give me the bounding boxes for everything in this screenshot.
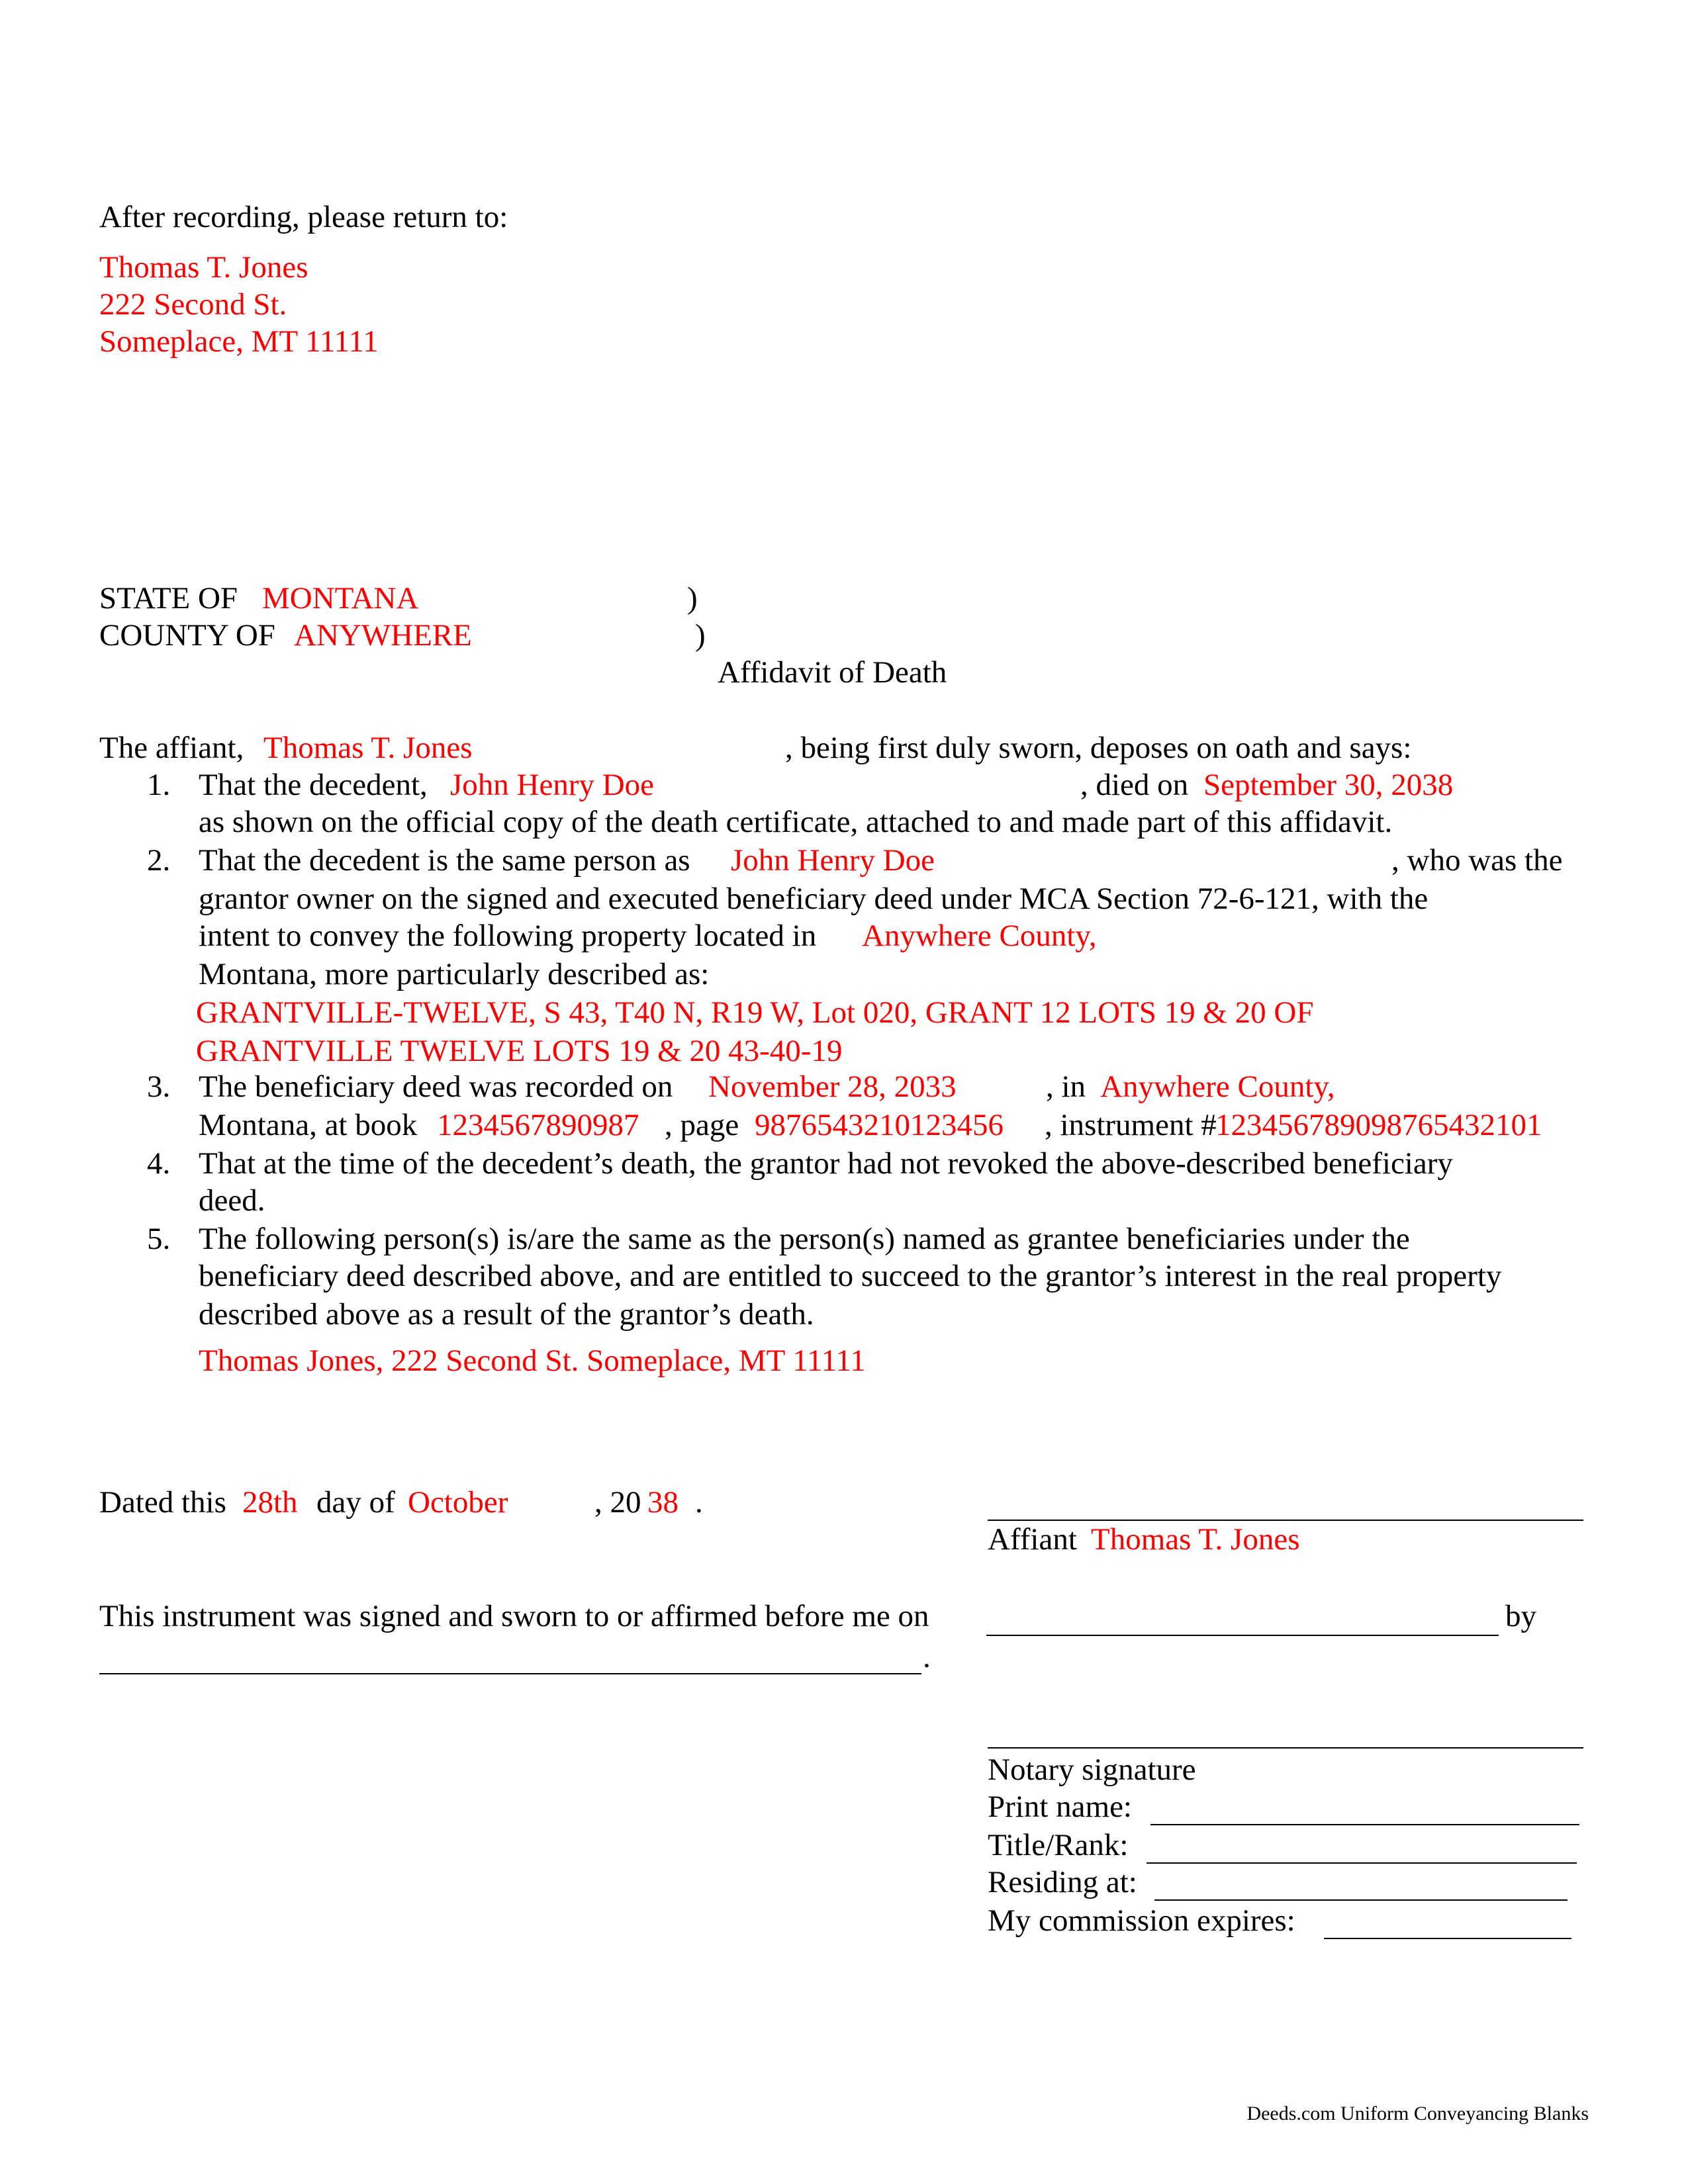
commission-line[interactable] xyxy=(1324,1938,1571,1939)
notary-signature-line[interactable] xyxy=(988,1747,1583,1749)
dated-prefix: Dated this xyxy=(99,1485,226,1520)
notary-signature-label: Notary signature xyxy=(988,1752,1196,1787)
print-name-label: Print name: xyxy=(988,1790,1132,1824)
dated-year-suffix: 38 xyxy=(647,1485,679,1520)
state-value: MONTANA xyxy=(262,581,419,615)
item5-line3: described above as a result of the grantor’s death. xyxy=(199,1297,814,1332)
dated-day: 28th xyxy=(242,1485,298,1520)
property-county: Anywhere County, xyxy=(862,919,1097,953)
state-paren: ) xyxy=(687,581,698,615)
item3-prefix: The beneficiary deed was recorded on xyxy=(199,1069,673,1104)
return-name: Thomas T. Jones xyxy=(99,250,308,285)
item2-suffix: , who was the xyxy=(1391,843,1563,878)
item-number-4: 4. xyxy=(147,1146,171,1181)
recorded-date: November 28, 2033 xyxy=(708,1069,957,1104)
title-rank-label: Title/Rank: xyxy=(988,1828,1129,1862)
decedent-name: John Henry Doe xyxy=(450,768,655,802)
grantor-name: John Henry Doe xyxy=(731,843,935,878)
item2-prefix: That the decedent is the same person as xyxy=(199,843,690,878)
residing-line[interactable] xyxy=(1154,1899,1568,1901)
title-rank-line[interactable] xyxy=(1147,1862,1577,1864)
dated-day-of: day of xyxy=(316,1485,395,1520)
item1-prefix: That the decedent, xyxy=(199,768,428,802)
county-paren: ) xyxy=(695,618,706,653)
affiant-label: Affiant xyxy=(988,1522,1077,1557)
ack-name-line[interactable] xyxy=(99,1673,921,1674)
legal-description-line2: GRANTVILLE TWELVE LOTS 19 & 20 43-40-19 xyxy=(196,1034,843,1068)
intro-prefix: The affiant, xyxy=(99,731,244,765)
item5-line2: beneficiary deed described above, and are entitled to succeed to the grantor’s interest in the real property xyxy=(199,1259,1502,1293)
item1-line2: as shown on the official copy of the death certificate, attached to and made part of this affidavit. xyxy=(199,805,1393,839)
return-city: Someplace, MT 11111 xyxy=(99,324,379,359)
recorded-county: Anywhere County, xyxy=(1100,1069,1335,1104)
affiant-signature-name: Thomas T. Jones xyxy=(1091,1522,1300,1557)
document-title: Affidavit of Death xyxy=(718,655,947,690)
book-number: 1234567890987 xyxy=(437,1108,639,1142)
book-label: Montana, at book xyxy=(199,1108,418,1142)
affiant-name: Thomas T. Jones xyxy=(263,731,473,765)
instrument-label: , instrument # xyxy=(1045,1108,1217,1142)
state-label: STATE OF xyxy=(99,581,238,615)
print-name-line[interactable] xyxy=(1150,1824,1579,1825)
item-number-5: 5. xyxy=(147,1222,171,1256)
residing-label: Residing at: xyxy=(988,1865,1137,1899)
item2-line3: intent to convey the following property located in xyxy=(199,919,817,953)
return-street: 222 Second St. xyxy=(99,287,287,322)
return-heading: After recording, please return to: xyxy=(99,200,508,234)
instrument-number: 12345678909876543210​1 xyxy=(1215,1108,1542,1142)
item3-in: , in xyxy=(1046,1069,1086,1104)
item4-line2: deed. xyxy=(199,1183,265,1218)
item-number-2: 2. xyxy=(147,843,171,878)
footer-text: Deeds.com Uniform Conveyancing Blanks xyxy=(1246,2103,1589,2124)
item4-line1: That at the time of the decedent’s death, the grantor had not revoked the above-described beneficiary xyxy=(199,1146,1453,1181)
legal-description-line1: GRANTVILLE-TWELVE, S 43, T40 N, R19 W, Lot 020, GRANT 12 LOTS 19 & 20 OF xyxy=(196,995,1314,1030)
item5-line1: The following person(s) is/are the same as the person(s) named as grantee beneficiaries under the xyxy=(199,1222,1410,1256)
intro-suffix: , being first duly sworn, deposes on oath and says: xyxy=(785,731,1412,765)
death-date: September 30, 2038 xyxy=(1203,768,1454,802)
notary-ack-text: This instrument was signed and sworn to or affirmed before me on xyxy=(99,1599,929,1633)
item2-line2: grantor owner on the signed and executed beneficiary deed under MCA Section 72-6-121, with the xyxy=(199,882,1429,916)
grantee-beneficiary: Thomas Jones, 222 Second St. Someplace, MT 11111 xyxy=(199,1343,866,1378)
item-number-3: 3. xyxy=(147,1069,171,1104)
commission-label: My commission expires: xyxy=(988,1903,1295,1938)
dated-month: October xyxy=(408,1485,508,1520)
dated-year-prefix: , 20 xyxy=(594,1485,641,1520)
page-number: 9876543210123456 xyxy=(755,1108,1004,1142)
county-value: ANYWHERE xyxy=(294,618,472,653)
ack-date-line[interactable] xyxy=(986,1635,1499,1636)
notary-ack-by: by xyxy=(1505,1599,1536,1633)
county-label: COUNTY OF xyxy=(99,618,275,653)
dated-period: . xyxy=(695,1485,703,1520)
item1-died-on: , died on xyxy=(1080,768,1189,802)
page-label: , page xyxy=(665,1108,739,1142)
notary-ack-period: . xyxy=(923,1640,931,1674)
item-number-1: 1. xyxy=(147,768,171,802)
item2-line4: Montana, more particularly described as: xyxy=(199,957,710,991)
